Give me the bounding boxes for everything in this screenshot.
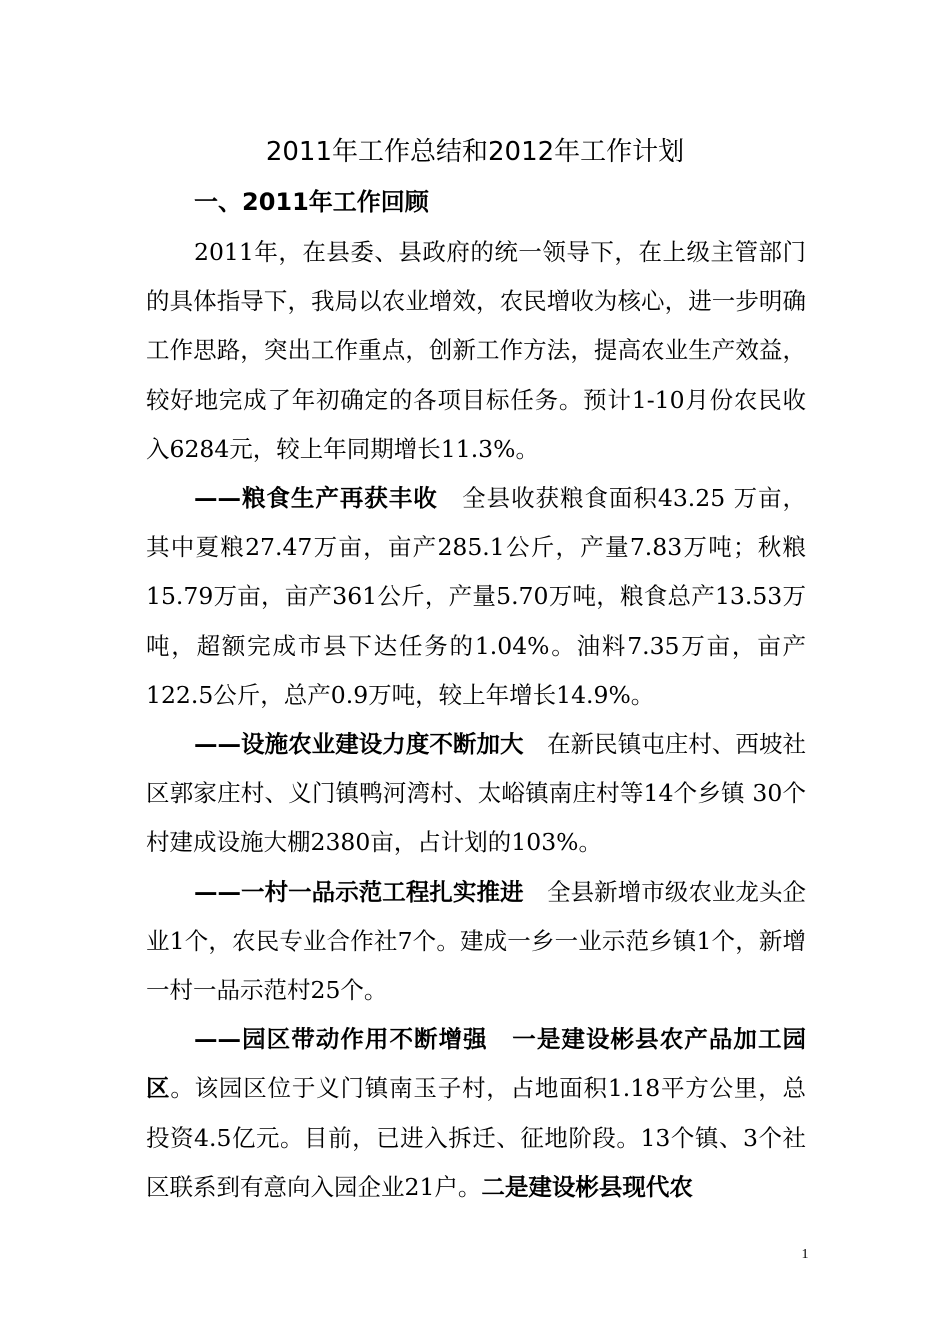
paragraph-lead: ——粮食生产再获丰收 — [194, 484, 438, 513]
paragraph-lead-sub: 二是建设彬县现代农 — [481, 1172, 693, 1201]
section-heading: 一、2011年工作回顾 — [194, 188, 429, 216]
paragraph-park — [146, 1015, 806, 1212]
paragraph-text: 全县收获粮食面积43.25 万亩，其中夏粮27.47万亩，亩产285.1公斤，产量7.83万吨；秋粮15.79万亩，亩产361公斤，产量5.70万吨，粮食总产13.53万吨，超额完成市县下达任务的1.04%。油料7.35万亩，亩产122.5公斤，总产0.9万吨，较上年增长14.9%。 — [146, 484, 807, 709]
document-title: 2011年工作总结和2012年工作计划 — [265, 137, 685, 167]
document-body — [146, 228, 806, 1212]
paragraph-lead: ——设施农业建设力度不断加大 — [194, 730, 524, 759]
paragraph-lead: ——园区带动作用不断增强 — [194, 1025, 488, 1054]
paragraph-lead: ——一村一品示范工程扎实推进 — [194, 877, 524, 906]
paragraph-lead-sub: 一是建设彬县农产品加工园区 — [146, 1025, 807, 1103]
paragraph-intro — [146, 228, 806, 474]
paragraph-village — [146, 868, 806, 1016]
paragraph-facility — [146, 720, 806, 868]
paragraph-text: 。该园区位于义门镇南玉子村，占地面积1.18平方公里，总投资4.5亿元。目前，已进入拆迁、征地阶段。13个镇、3个社区联系到有意向入园企业21户。 — [146, 1074, 807, 1201]
paragraph-text: 在新民镇屯庄村、西坡社区郭家庄村、义门镇鸭河湾村、太峪镇南庄村等14个乡镇 30个村建成设施大棚2380亩，占计划的103%。 — [146, 730, 807, 857]
page-number: 1 — [801, 1247, 809, 1262]
paragraph-text: 2011年，在县委、县政府的统一领导下，在上级主管部门的具体指导下，我局以农业增效，农民增收为核心，进一步明确工作思路，突出工作重点，创新工作方法，提高农业生产效益，较好地完成了年初确定的各项目标任务。预计1-10月份农民收入6284元，较上年同期增长11.3%。 — [146, 238, 806, 463]
paragraph-text: 全县新增市级农业龙头企业1个，农民专业合作社7个。建成一乡一业示范乡镇1个，新增一村一品示范村25个。 — [146, 877, 807, 1005]
paragraph-grain — [146, 474, 806, 720]
